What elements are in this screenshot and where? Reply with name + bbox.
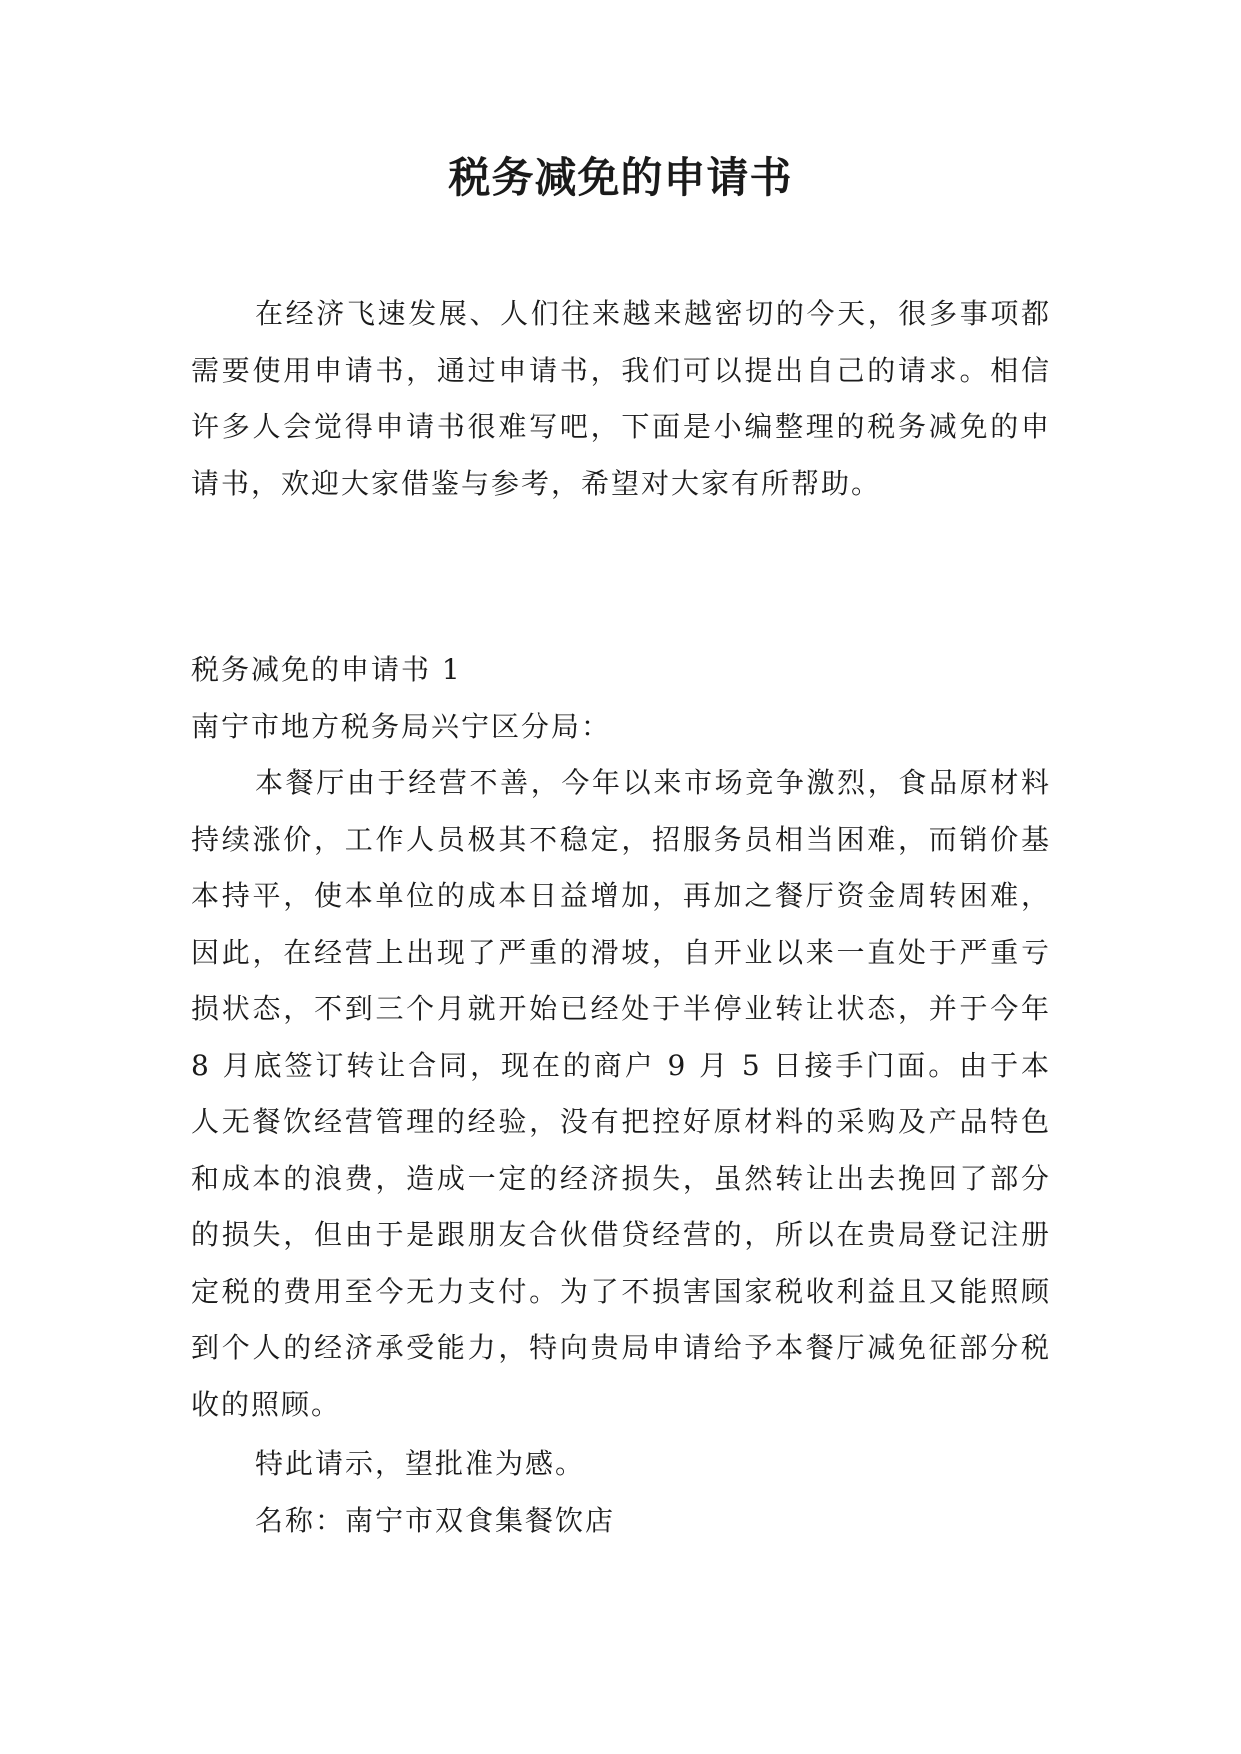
recipient-line: 南宁市地方税务局兴宁区分局： xyxy=(191,710,612,743)
signature-line: 名称：南宁市双食集餐饮店 xyxy=(255,1504,616,1537)
section-heading: 税务减免的申请书 1 xyxy=(191,653,462,686)
intro-paragraph: 在经济飞速发展、人们往来越来越密切的今天，很多事项都需要使用申请书，通过申请书，我们可以提出自己的请求。相信许多人会觉得申请书很难写吧，下面是小编整理的税务减免的申请书，欢迎大家借鉴与参考，希望对大家有所帮助。 xyxy=(191,297,1051,500)
closing-line: 特此请示，望批准为感。 xyxy=(255,1447,586,1480)
main-paragraph: 本餐厅由于经营不善，今年以来市场竞争激烈，食品原材料持续涨价，工作人员极其不稳定，招服务员相当困难，而销价基本持平，使本单位的成本日益增加，再加之餐厅资金周转困难，因此，在经营上出现了严重的滑坡，自开业以来一直处于严重亏损状态，不到三个月就开始已经处于半停业转让状态，并于今年 8 月底签订转让合同，现在的商户 9 月 5 日接手门面。由于本人无餐饮经营管理的经验，没有把控好原材料的采购及产品特色和成本的浪费，造成一定的经济损失，虽然转让出去挽回了部分的损失，但由于是跟朋友合伙借贷经营的，所以在贵局登记注册定税的费用至今无力支付。为了不损害国家税收利益且又能照顾到个人的经济承受能力，特向贵局申请给予本餐厅减免征部分税收的照顾。 xyxy=(191,766,1051,1421)
document-title: 税务减免的申请书 xyxy=(448,153,793,202)
